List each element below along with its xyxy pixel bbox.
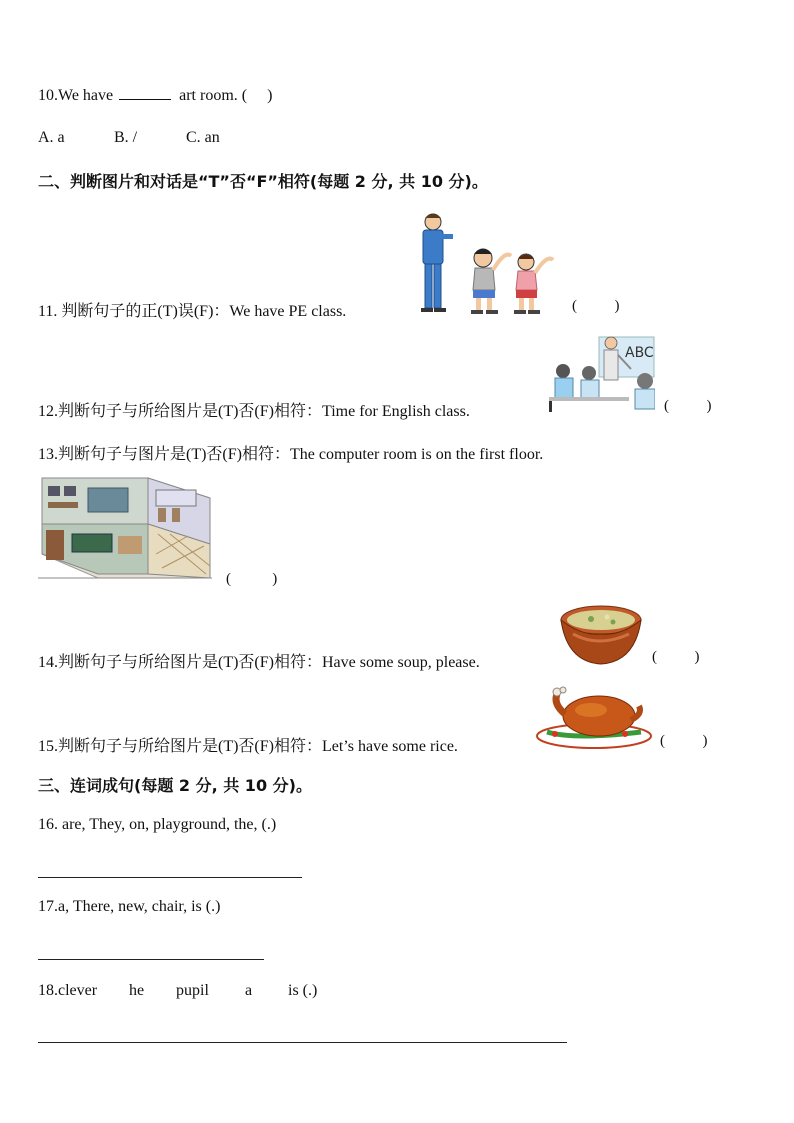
section-3-heading: 三、连词成句(每题 2 分, 共 10 分)。 xyxy=(38,776,312,795)
pe-class-teacher-children-icon xyxy=(413,210,555,321)
question-11: 11. 判断句子的正(T)误(F)：We have PE class. xyxy=(38,303,347,320)
question-13: 13.判断句子与图片是(T)否(F)相符：The computer room is on the first floor. xyxy=(38,446,544,463)
question-17: 17.a, There, new, chair, is (.) xyxy=(38,898,221,915)
school-building-cutaway-icon xyxy=(38,474,212,585)
question-14: 14.判断句子与所给图片是(T)否(F)相符：Have some soup, please. xyxy=(38,654,480,671)
q12-answer-paren[interactable]: ( ) xyxy=(664,398,712,414)
q15-answer-paren[interactable]: ( ) xyxy=(660,733,708,749)
q10-close-paren: ) xyxy=(267,87,273,104)
q16-answer-line[interactable] xyxy=(38,877,302,878)
q10-option-a[interactable]: A. a xyxy=(38,129,65,146)
board-text: ABC xyxy=(625,345,654,361)
q18-word-4: a xyxy=(245,982,253,999)
roast-turkey-icon xyxy=(535,684,653,755)
q10-option-b[interactable]: B. / xyxy=(114,129,138,146)
q18-word-2: he xyxy=(129,982,145,999)
q14-answer-paren[interactable]: ( ) xyxy=(652,649,700,665)
q10-options xyxy=(38,129,220,147)
question-18 xyxy=(38,982,317,1000)
q18-word-3: pupil xyxy=(176,982,209,999)
q10-prefix: 10.We have xyxy=(38,87,114,104)
classroom-abc-icon xyxy=(549,335,655,417)
q11-answer-paren[interactable]: ( ) xyxy=(572,298,620,314)
q10-suffix: art room. ( xyxy=(179,87,248,104)
section-2-heading: 二、判断图片和对话是“T”否“F”相符(每题 2 分, 共 10 分)。 xyxy=(38,172,488,191)
question-10 xyxy=(38,87,272,105)
q10-option-c[interactable]: C. an xyxy=(186,129,220,146)
question-15: 15.判断句子与所给图片是(T)否(F)相符：Let’s have some rice. xyxy=(38,738,458,755)
q13-answer-paren[interactable]: ( ) xyxy=(226,571,278,587)
q18-answer-line[interactable] xyxy=(38,1042,567,1043)
question-12: 12.判断句子与所给图片是(T)否(F)相符：Time for English class. xyxy=(38,403,470,420)
soup-bowl-icon xyxy=(559,602,643,671)
q17-answer-line[interactable] xyxy=(38,959,264,960)
question-16: 16. are, They, on, playground, the, (.) xyxy=(38,816,277,833)
q18-word-5: is (.) xyxy=(288,982,318,999)
q10-answer-blank[interactable] xyxy=(119,87,171,100)
q18-word-1: 18.clever xyxy=(38,982,98,999)
